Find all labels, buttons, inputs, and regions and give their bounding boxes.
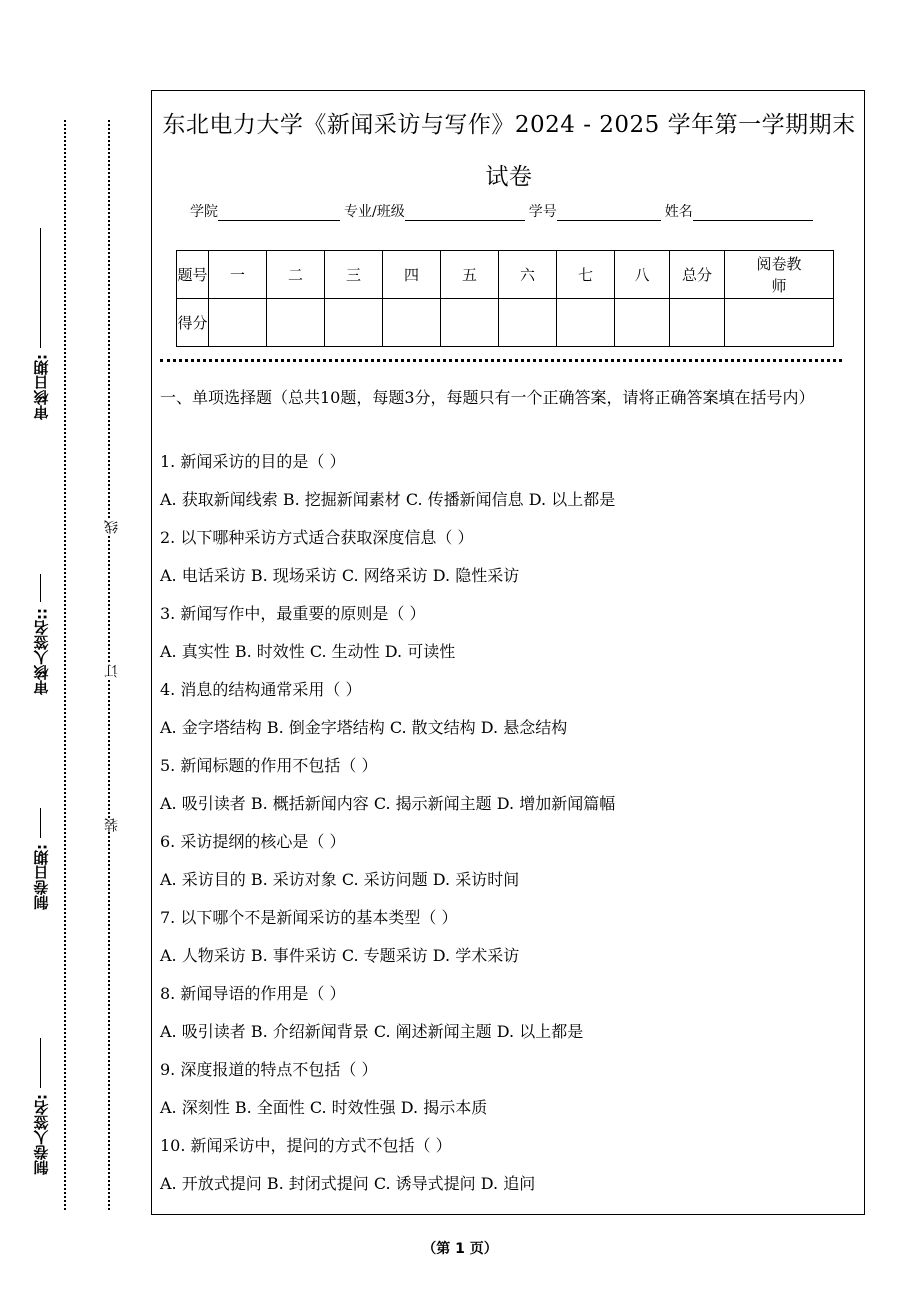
- dotted-separator: [160, 359, 842, 362]
- binding-line-char: 线: [104, 520, 120, 534]
- question-stem: 8. 新闻导语的作用是（ ）: [160, 984, 346, 1003]
- binding-strip: [0, 0, 150, 1302]
- student-id-blank[interactable]: [557, 204, 661, 221]
- question-stem: 10. 新闻采访中，提问的方式不包括（ ）: [160, 1136, 452, 1155]
- question-options: A. 金字塔结构 B. 倒金字塔结构 C. 散文结构 D. 悬念结构: [160, 718, 568, 737]
- question-options: A. 真实性 B. 时效性 C. 生动性 D. 可读性: [160, 642, 456, 661]
- score-cell-total[interactable]: [670, 299, 725, 347]
- question-options: A. 获取新闻线索 B. 挖掘新闻素材 C. 传播新闻信息 D. 以上都是: [160, 490, 616, 509]
- question-stem: 2. 以下哪种采访方式适合获取深度信息（ ）: [160, 528, 474, 547]
- question-list: [160, 449, 860, 1209]
- score-cell[interactable]: [209, 299, 267, 347]
- question-options: A. 吸引读者 B. 介绍新闻背景 C. 阐述新闻主题 D. 以上都是: [160, 1022, 584, 1041]
- binding-zhuang-char: 装: [104, 818, 120, 832]
- score-cell[interactable]: [615, 299, 670, 347]
- reviewer-sign-field: [28, 545, 54, 695]
- score-table: [176, 250, 834, 347]
- question-stem: 3. 新闻写作中，最重要的原则是（ ）: [160, 604, 426, 623]
- col-header-grader: 阅卷教师: [725, 251, 834, 299]
- page-number: （第 1 页）: [422, 1241, 498, 1257]
- outer-dotted-line: [64, 120, 66, 1210]
- title-line-1: 东北电力大学《新闻采访与写作》2024 - 2025 学年第一学期期末: [162, 112, 856, 138]
- reviewer-sign-label: 审核人签名::: [32, 608, 51, 695]
- question-stem: 6. 采访提纲的核心是（ ）: [160, 832, 346, 851]
- exam-frame: [151, 90, 865, 1215]
- question-number-label: 题号: [177, 251, 209, 299]
- reviewer-date-blank[interactable]: [41, 228, 42, 348]
- question-options: A. 采访目的 B. 采访对象 C. 采访问题 D. 采访时间: [160, 870, 520, 889]
- major-blank[interactable]: [405, 204, 525, 221]
- col-header: 三: [325, 251, 383, 299]
- college-label: 学院: [190, 204, 218, 220]
- maker-date-field: [28, 795, 54, 910]
- title-line-2: 试卷: [485, 164, 533, 190]
- reviewer-date-label: 审核日期:: [32, 354, 51, 420]
- maker-sign-field: [28, 1010, 54, 1175]
- col-header: 六: [499, 251, 557, 299]
- score-cell[interactable]: [557, 299, 615, 347]
- score-cell[interactable]: [267, 299, 325, 347]
- student-info-row: [190, 201, 817, 221]
- question-options: A. 吸引读者 B. 概括新闻内容 C. 揭示新闻主题 D. 增加新闻篇幅: [160, 794, 616, 813]
- col-header-total: 总分: [670, 251, 725, 299]
- question-options: A. 人物采访 B. 事件采访 C. 专题采访 D. 学术采访: [160, 946, 520, 965]
- question-options: A. 电话采访 B. 现场采访 C. 网络采访 D. 隐性采访: [160, 566, 520, 585]
- maker-date-blank[interactable]: [41, 808, 42, 838]
- score-table-score-row: [177, 299, 834, 347]
- score-cell[interactable]: [441, 299, 499, 347]
- score-cell[interactable]: [499, 299, 557, 347]
- col-header: 五: [441, 251, 499, 299]
- name-blank[interactable]: [693, 204, 813, 221]
- maker-date-label: 制卷日期:: [32, 844, 51, 910]
- exam-title: [152, 99, 866, 203]
- major-label: 专业/班级: [344, 204, 405, 220]
- col-header: 四: [383, 251, 441, 299]
- score-cell[interactable]: [325, 299, 383, 347]
- score-cell-grader[interactable]: [725, 299, 834, 347]
- col-header: 二: [267, 251, 325, 299]
- question-options: A. 深刻性 B. 全面性 C. 时效性强 D. 揭示本质: [160, 1098, 488, 1117]
- question-stem: 7. 以下哪个不是新闻采访的基本类型（ ）: [160, 908, 458, 927]
- student-id-label: 学号: [528, 204, 557, 220]
- question-options: A. 开放式提问 B. 封闭式提问 C. 诱导式提问 D. 追问: [160, 1174, 536, 1193]
- binding-ding-char: 订: [104, 664, 120, 678]
- name-label: 姓名: [664, 204, 693, 220]
- score-label: 得分: [177, 299, 209, 347]
- col-header: 七: [557, 251, 615, 299]
- section-heading: 一、单项选择题（总共10题，每题3分，每题只有一个正确答案，请将正确答案填在括号内）: [160, 388, 815, 407]
- college-blank[interactable]: [218, 204, 340, 221]
- maker-sign-label: 制卷人签名:: [32, 1094, 51, 1175]
- question-stem: 1. 新闻采访的目的是（ ）: [160, 452, 346, 471]
- question-stem: 4. 消息的结构通常采用（ ）: [160, 680, 362, 699]
- score-table-header-row: [177, 251, 834, 299]
- reviewer-sign-blank[interactable]: [41, 574, 42, 602]
- reviewer-date-field: [28, 180, 54, 420]
- question-stem: 5. 新闻标题的作用不包括（ ）: [160, 756, 378, 775]
- score-cell[interactable]: [383, 299, 441, 347]
- col-header: 八: [615, 251, 670, 299]
- maker-sign-blank[interactable]: [41, 1038, 42, 1088]
- col-header: 一: [209, 251, 267, 299]
- question-stem: 9. 深度报道的特点不包括（ ）: [160, 1060, 378, 1079]
